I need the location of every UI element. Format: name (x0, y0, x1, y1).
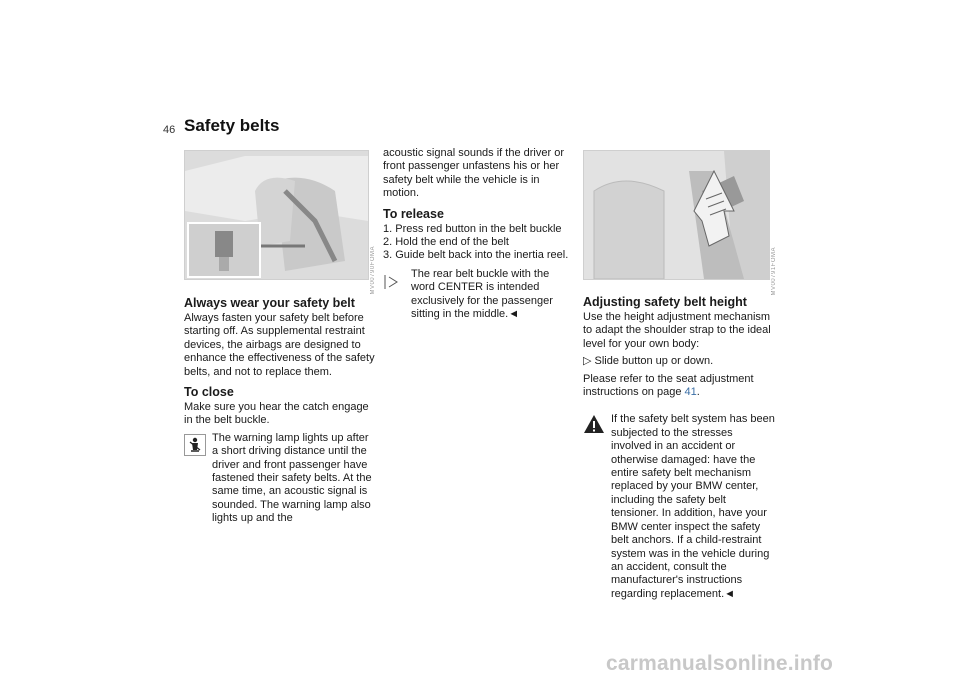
paragraph: acoustic signal sounds if the driver or front passenger unfastens his or her safety belt while the vehicle is in motion. (383, 147, 564, 200)
seatbelt-figure (184, 150, 369, 280)
section-heading: Always wear your safety belt (184, 296, 355, 310)
page-number: 46 (163, 124, 176, 136)
height-adjust-figure (583, 150, 770, 280)
column-left (184, 296, 376, 530)
seatbelt-warning-icon (184, 434, 206, 456)
paragraph: Use the height adjustment mechanism to adapt the shoulder strap to the ideal level for your own body: (583, 311, 771, 350)
column-right (583, 295, 775, 605)
subsection-heading: To close (184, 385, 234, 400)
figure-code: MV00790FOMA (370, 246, 376, 295)
watermark: carmanualsonline.info (606, 652, 834, 675)
bullet-item: ▷ Slide button up or down. (583, 355, 714, 368)
note-arrow-icon (383, 271, 405, 293)
figure-code: MV00791FOMA (771, 247, 777, 296)
list-item: 3. Guide belt back into the inertia reel. (383, 249, 569, 262)
warning-triangle-icon (583, 413, 605, 435)
height-adjust-illustration (584, 151, 769, 279)
subsection-heading: To release (383, 206, 444, 221)
seatbelt-illustration (185, 151, 368, 279)
warning-text: If the safety belt system has been subjected to the stresses involved in an accident or otherwise damaged: have the entire safety belt mechanism replaced by your BMW center, including the safety belt tensioner. In addition, have your BMW center inspect the safety belt anchors. If a child-restraint system was in the vehicle during an accident, consult the manufacturer's instructions regarding replacement.◄ (611, 413, 775, 600)
section-heading: Adjusting safety belt height (583, 295, 747, 309)
safety-warning (583, 413, 775, 601)
note-text: The rear belt buckle with the word CENTER is intended exclusively for the passenger sitting in the middle.◄ (411, 267, 553, 321)
page-reference-link[interactable]: 41 (684, 386, 697, 399)
release-steps (383, 223, 575, 263)
column-middle (383, 147, 575, 325)
warning-lamp-note (184, 432, 376, 526)
paragraph: Make sure you hear the catch engage in the belt buckle. (184, 401, 369, 427)
list-item: 1. Press red button in the belt buckle (383, 222, 562, 235)
paragraph: Always fasten your safety belt before starting off. As supplemental restraint devices, the airbags are designed to enhance the effectiveness of the safety belts, and not to replace them. (184, 312, 375, 378)
paragraph: Please refer to the seat adjustment instructions on page 41. (583, 372, 754, 399)
list-item: 2. Hold the end of the belt (383, 236, 509, 249)
page-title: Safety belts (184, 116, 280, 135)
center-buckle-note (383, 268, 575, 322)
note-text: The warning lamp lights up after a short driving distance until the driver and front passenger have fastened their safety belts. At the same time, an acoustic signal is sounded. The warning lamp also lights up and the (212, 431, 372, 525)
